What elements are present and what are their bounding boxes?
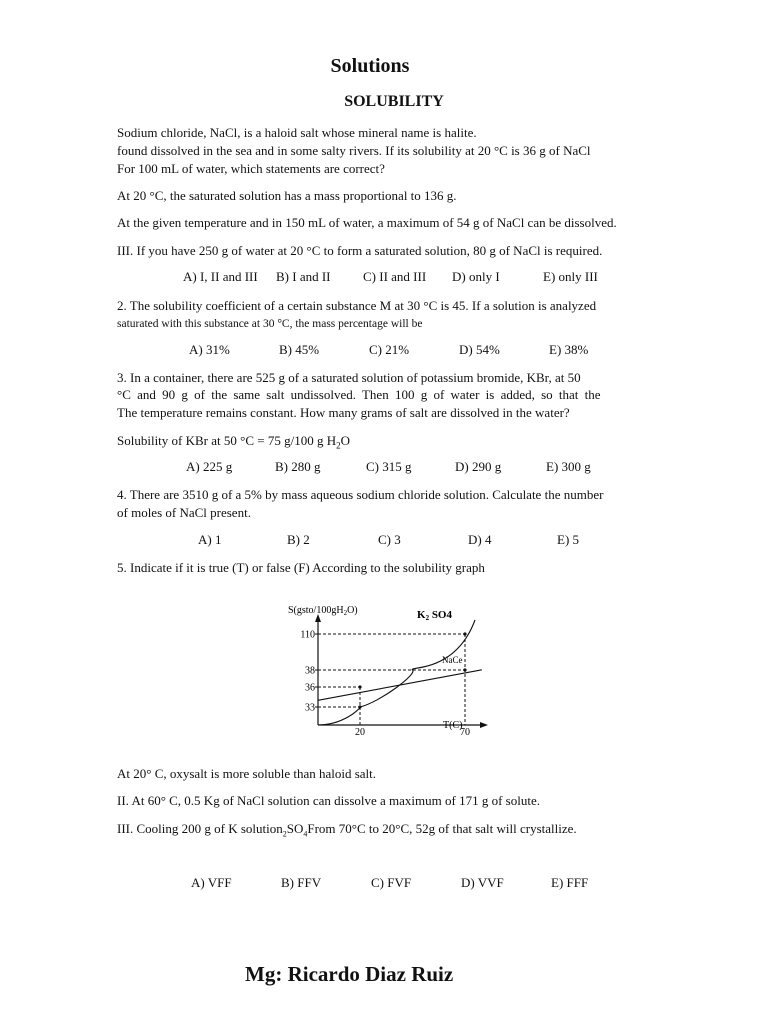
q1-text-line-1: Sodium chloride, NaCl, is a haloid salt whose mineral name is halite. <box>117 125 477 140</box>
q1-option-a: A) I, II and III <box>183 269 258 284</box>
q2-text-line-2: saturated with this substance at 30 °C, the mass percentage will be <box>117 318 423 330</box>
y-tick-label: 33 <box>305 702 315 714</box>
solubility-graph <box>280 592 500 742</box>
q4-option-a: A) 1 <box>198 532 222 547</box>
q4-option-b: B) 2 <box>287 532 310 547</box>
q5-option-c: C) FVF <box>371 875 412 890</box>
q1-statement-3: III. If you have 250 g of water at 20 °C to form a saturated solution, 80 g of NaCl is required. <box>117 243 603 258</box>
author-signature: Mg: Ricardo Diaz Ruiz <box>245 962 454 986</box>
series-label-k2so4: K2 SO4 <box>417 609 452 622</box>
y-tick-label: 36 <box>305 682 315 694</box>
q3-data-text-end: O <box>340 433 350 448</box>
q1-options <box>0 269 768 287</box>
q1-option-c: C) II and III <box>363 269 427 284</box>
y-tick-label: 38 <box>305 665 315 677</box>
q5-statement-3 <box>117 820 577 844</box>
q5-statement-1: At 20° C, oxysalt is more soluble than haloid salt. <box>117 766 377 781</box>
q1-text-line-2: found dissolved in the sea and in some salty rivers. If its solubility at 20 °C is 36 g of NaCl <box>117 143 591 158</box>
q5-statement-2: II. At 60° C, 0.5 Kg of NaCl solution can dissolve a maximum of 171 g of solute. <box>117 793 540 808</box>
q1-statement-1: At 20 °C, the saturated solution has a mass proportional to 136 g. <box>117 188 457 203</box>
x-axis-arrow <box>480 722 488 728</box>
q3-text-line-1: 3. In a container, there are 525 g of a saturated solution of potassium bromide, KBr, at 50 <box>117 370 581 385</box>
q3-option-b: B) 280 g <box>275 459 321 474</box>
x-tick-label: 70 <box>460 727 470 738</box>
q5-s3-text-end: From 70°C to 20°C, 52g of that salt will crystallize. <box>307 821 577 836</box>
q4-option-e: E) 5 <box>557 532 580 547</box>
page-title: Solutions <box>330 55 410 77</box>
q2-option-b: B) 45% <box>279 342 320 357</box>
q5-s3-text: III. Cooling 200 g of K solution <box>117 821 283 836</box>
q5-option-d: D) VVF <box>461 875 504 890</box>
q5-option-e: E) FFF <box>551 875 589 890</box>
q2-option-d: D) 54% <box>459 342 500 357</box>
y-tick-label: 110 <box>300 629 315 641</box>
q4-option-c: C) 3 <box>378 532 401 547</box>
data-point <box>358 685 361 688</box>
y-axis-label: $S(gsto/100gH_2O)$ <box>288 605 358 617</box>
q5-option-a: A) VFF <box>191 875 232 890</box>
x-tick-label: 20 <box>355 727 365 738</box>
q4-option-d: D) 4 <box>468 532 492 547</box>
section-heading: SOLUBILITY <box>344 93 444 110</box>
data-point <box>358 705 361 708</box>
q3-text-line-3: The temperature remains constant. How many grams of salt are dissolved in the water? <box>117 405 570 420</box>
data-point <box>463 632 466 635</box>
q1-option-e: E) only III <box>543 269 598 284</box>
q3-option-d: D) 290 g <box>455 459 502 474</box>
chart-series <box>318 609 482 725</box>
q3-text-line-2: °C and 90 g of the same salt undissolved. Then 100 g of water is added, so that the <box>117 387 601 402</box>
series-nacl-line <box>318 670 482 700</box>
q5-s3-sub-1: 2 <box>282 829 287 839</box>
data-point <box>463 668 466 671</box>
q2-option-e: E) 38% <box>549 342 589 357</box>
q3-option-a: A) 225 g <box>186 459 233 474</box>
q5-s3-sub-2: 4 <box>303 829 308 839</box>
q5-text-line-1: 5. Indicate if it is true (T) or false (F) According to the solubility graph <box>117 560 485 575</box>
series-label-nacl: NaCe <box>442 655 463 665</box>
q5-option-b: B) FFV <box>281 875 322 890</box>
q3-option-e: E) 300 g <box>546 459 591 474</box>
q4-text-line-2: of moles of NaCl present. <box>117 505 251 520</box>
q1-option-b: B) I and II <box>276 269 331 284</box>
q1-statement-2: At the given temperature and in 150 mL of water, a maximum of 54 g of NaCl can be dissolved. <box>117 215 617 230</box>
q3-option-c: C) 315 g <box>366 459 412 474</box>
x-axis-label: T(C) <box>443 720 463 731</box>
q3-options <box>0 459 768 477</box>
chart-axes <box>288 605 488 738</box>
q1-option-d: D) only I <box>452 269 500 284</box>
q5-options <box>0 875 768 893</box>
series-k2so4-line <box>318 620 475 725</box>
q4-text-line-1: 4. There are 3510 g of a 5% by mass aqueous sodium chloride solution. Calculate the number <box>117 487 604 502</box>
q3-data-line <box>117 432 350 455</box>
q2-text-line-1: 2. The solubility coefficient of a certain substance M at 30 °C is 45. If a solution is analyzed <box>117 298 597 313</box>
q5-s3-formula: SO <box>286 821 304 836</box>
q1-text-line-3: For 100 mL of water, which statements are correct? <box>117 161 385 176</box>
q2-options <box>0 342 768 360</box>
q3-data-text: Solubility of KBr at 50 °C = 75 g/100 g H <box>117 433 337 448</box>
q2-option-c: C) 21% <box>369 342 410 357</box>
q4-options <box>0 532 768 550</box>
q2-option-a: A) 31% <box>189 342 230 357</box>
q3-data-subscript: 2 <box>336 440 341 451</box>
